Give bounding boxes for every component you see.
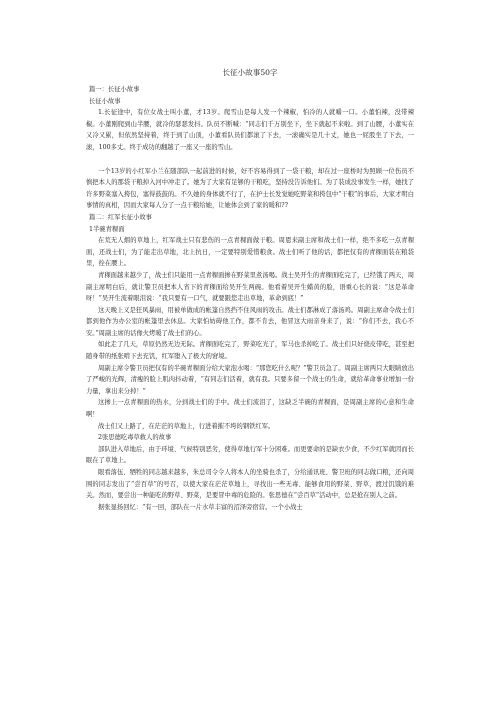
paragraph-spacer [86, 154, 414, 166]
paragraph: 眼看落伍、牺牲的同志越来越多，朱总司令令人将本人的坐骑也杀了，分给通讯班、警卫班的同志做口粮，还向周围的同志发出了“尝百草”的号召，以使大家在茫茫草地上，寻找出一些无毒、能够食用的野菜、野草，渡过饥饿的难关。然而，要尝出一种能吃的野草、野菜，是要冒中毒的危险的。张思德在“尝百草”活动中，总是抢在别人之前。 [86, 469, 414, 500]
paragraph: 这掺上一点青稞面的热水，分到战士们的手中。战士们流泪了，这缺乏半碗的青稞面，是周副主席的心意和生命啊！ [86, 399, 414, 419]
paragraph: 部队进入草地后，由于环境、气候特别恶劣，使得草地行军十分困难。而更要命的是缺衣少食，不少红军就因而长眠在了草地上。 [86, 445, 414, 465]
document-title: 长征小故事50字 [222, 68, 278, 77]
paragraph: 青稞面越来越少了，战士们只能用一点青稞面掺在野菜里煮汤喝。战士吴开生的青稞面吃完了，已经饿了两天，周副主席明白后，就让警卫员把本人省下的青稞面给吴开生两碗。他看着吴开生蜡黄的脸，语重心长的说：“这是革命呀！”吴开生流着眼泪说：“我只要有一口气，就要跟您走出草地，革命到底！” [86, 271, 414, 303]
section-heading: 1半碗青稞面 [89, 225, 125, 233]
section-heading: 篇一：长征小故事 [89, 86, 140, 93]
paragraph: 一个13岁的小红军小兰在随部队一起前进的时候，好不容易得到了一袋干粮，却在过一座桥时为照顾一位伤员不慎把本人的那袋干粮掉入河中冲走了。她为了大家有足够的干粮吃，坚持没告诉他们。为了装成没事发生一样，她找了许多野菜塞入挎包，塞得鼓鼓的。不久她的身体就不行了，在护士长发觉她吃野菜和挎包中“干粮”的事后，大家才明白事情的真相，因而大家每人分了一点干粮给她，让她体会到了家的暖和?? [86, 167, 414, 210]
section-heading: 篇二：红军长征小故事 [89, 213, 152, 221]
paragraph: 2张思德吃毒草救人的故事 [98, 434, 172, 442]
paragraph: 战士们又上路了，在茫茫的草地上，行进着摧不垮的钢铁红军。 [98, 422, 275, 430]
paragraph: 据张显扬回忆：“有一回，部队在一片水草丰富的沼泽旁宿营。一个小战士 [98, 503, 303, 511]
paragraph: 在荒无人烟的草地上，红军战士只有悲伤的一点青稞面做干粮。周恩来副主席和战士们一样，绝不多吃一点青稞面，还战士们，为了能走出草地，北上抗日，一定要特别爱惜粮食。战士们听了他的话，都把仅有的青稞面装在粮袋里，拴在腰上。 [86, 237, 414, 268]
paragraph: 如此走了几天，草原仍然无边无际。青稞面吃完了，野菜吃光了，军马也杀掉吃了。战士们只好烧皮带吃，甚至把随身带的纸张啃下去充饥，红军堕入了极大的窘境。 [86, 341, 414, 361]
paragraph: 1.长征途中，有位女战士叫小董，才13岁。爬雪山是每人发一个辣椒，怕冷的人就嚼一口。小董怕辣，没带辣椒。小董刚爬到山半腰，就冷的瑟瑟发抖。队员不断喊：“同志们千万别坐下，坐下就起不来啦。到了山腰，小董实在又冷又累，但依然坚持着，终于到了山顶，小董看队员们都滚了下去，一滚确实是几十丈，她也一屁股坐了下去，一滚，100多丈。终于成功的翻越了一座又一座的雪山。 [86, 109, 414, 151]
document-body [86, 84, 414, 513]
section-heading: 长征小故事 [89, 97, 121, 105]
paragraph: 这天晚上又是狂风暴雨，用被单做成的帐篷自然挡不住风雨的攻击。战士们都淋成了落汤鸡。周副主席命令战士们都到他作为办公室的帐篷里去休息。大家怕妨碍他工作，都不肯去，他冒这大雨亲身来了，说：“你们不去，我心不安。”周副主席的话像火烤暖了战士们的心。 [86, 306, 414, 337]
paragraph: 周副主席令警卫员把仅有的半碗青稞面分给大家泡水喝：“那您吃什么呢？”警卫员急了。周副主席两只大眼睛放出了严峻的光辉，清瘦的脸上肌肉抖动着，“有同志们活着，就有我。只要多留一个战士的生命，就给革命事业增加一份力量，拿出来分掉！” [86, 364, 414, 395]
